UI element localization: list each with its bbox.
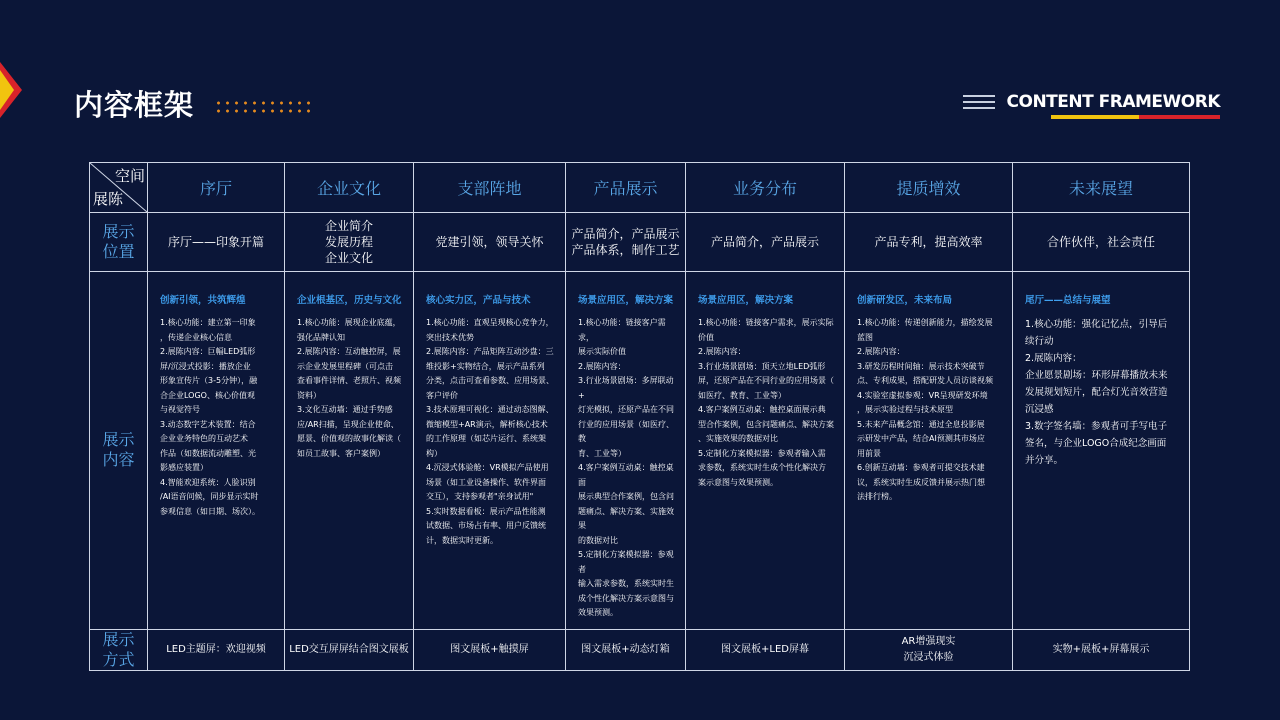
- content-cell: [686, 272, 845, 630]
- content-title: 场景应用区，解决方案: [578, 295, 674, 306]
- position-cell: 产品简介，产品展示: [686, 213, 845, 272]
- dotted-decoration: [214, 99, 314, 115]
- corner-cell: [90, 163, 148, 213]
- position-cell: 序厅——印象开篇: [148, 213, 285, 272]
- position-cell: 合作伙伴，社会责任: [1013, 213, 1190, 272]
- brand-title: [1007, 92, 1220, 112]
- position-cell: 产品专利，提高效率: [845, 213, 1013, 272]
- row-label-content: 展示 内容: [90, 272, 148, 630]
- page-title: 内容框架: [74, 88, 195, 122]
- content-cell: [566, 272, 686, 630]
- menu-lines-icon: [963, 95, 995, 109]
- content-cell: [148, 272, 285, 630]
- position-cell: 产品简介，产品展示 产品体系，制作工艺: [566, 213, 686, 272]
- content-body: 1.核心功能：传递创新能力，描绘发展 蓝图 2.展陈内容： 3.研发历程时间轴：展示技术突破节 点、专利成果，搭配研发人员访谈视频 4.实验室虚拟参观：VR呈现研发环境 ，展示实验过程与技术原型 5.未来产品概念馆：通过全息投影展 示研发中产品，结合AI预测其市场应 用前景 6.创新互动墙：参观者可提交技术建 议，系统实时生成反馈并展示热门想 法排行榜。: [857, 318, 993, 501]
- content-body: 1.核心功能：强化记忆点，引导后 续行动 2.展陈内容： 企业愿景剧场：环形屏幕播放未来 发展规划短片，配合灯光音效营造 沉浸感 3.数字签名墙：参观者可手写电子 签名，与企业LOGO合成纪念画面 并分享。: [1025, 319, 1168, 466]
- column-header: 产品展示: [566, 163, 686, 213]
- row-label-method: 展示 方式: [90, 629, 148, 670]
- column-header: 提质增效: [845, 163, 1013, 213]
- header-row: [90, 163, 1190, 213]
- column-header: 企业文化: [285, 163, 414, 213]
- method-cell: LED交互屏屏结合图文展板: [285, 629, 414, 670]
- column-header: 支部阵地: [414, 163, 566, 213]
- content-title: 尾厅——总结与展望: [1025, 295, 1111, 306]
- content-framework-table: [89, 162, 1190, 671]
- method-cell: 图文展板+触摸屏: [414, 629, 566, 670]
- method-cell: AR增强现实 沉浸式体验: [845, 629, 1013, 670]
- brand-block: [963, 92, 1220, 112]
- method-cell: LED主题屏：欢迎视频: [148, 629, 285, 670]
- method-cell: 实物+展板+屏幕展示: [1013, 629, 1190, 670]
- content-cell: [414, 272, 566, 630]
- brand-underline: [1051, 115, 1220, 119]
- content-row: [90, 272, 1190, 630]
- content-title: 核心实力区，产品与技术: [426, 295, 531, 306]
- content-cell: [285, 272, 414, 630]
- column-header: 业务分布: [686, 163, 845, 213]
- corner-accent-icon: [0, 62, 22, 124]
- corner-top-label: 空间: [114, 167, 145, 185]
- content-body: 1.核心功能：展现企业底蕴， 强化品牌认知 2.展陈内容：互动触控屏，展 示企业发展里程碑（可点击 查看事件详情、老照片、视频 资料） 3.文化互动墙：通过手势感 应/AR扫描，呈现企业使命、 愿景、价值观的故事化解读（ 如员工故事、客户案例）: [297, 318, 401, 458]
- content-cell: [1013, 272, 1190, 630]
- row-label-position: 展示 位置: [90, 213, 148, 272]
- corner-bottom-label: 展陈: [93, 190, 124, 208]
- content-cell: [845, 272, 1013, 630]
- column-header: 未来展望: [1013, 163, 1190, 213]
- method-row: [90, 629, 1190, 670]
- content-body: 1.核心功能：链接客户需求， 展示实际价值 2.展陈内容： 3.行业场景剧场：多屏联动+ 灯光模拟，还原产品在不同 行业的应用场景（如医疗、教 育、工业等） 4.客户案例互动桌：触控桌面 展示典型合作案例，包含问 题痛点、解决方案、实施效果 的数据对比 5.定制化方案模拟器：参观者 输入需求参数，系统实时生 成个性化解决方案示意图与 效果预测。: [578, 318, 674, 617]
- content-body: 1.核心功能：直观呈现核心竞争力， 突出技术优势 2.展陈内容：产品矩阵互动沙盘：三 维投影+实物结合，展示产品系列 分类，点击可查看参数、应用场景、 客户评价 3.技术原理可视化：通过动态图解、 微缩模型+AR演示，解析核心技术 的工作原理（如芯片运行、系统架 构） 4.沉浸式体验舱：VR模拟产品使用 场景（如工业设备操作、软件界面 交互），支持参观者"亲身试用" 5.实时数据看板：展示产品性能测 试数据、市场占有率、用户反馈统 计，数据实时更新。: [426, 318, 554, 545]
- content-title: 创新研发区，未来布局: [857, 295, 953, 306]
- position-cell: 党建引领，领导关怀: [414, 213, 566, 272]
- content-body: 1.核心功能：链接客户需求，展示实际 价值 2.展陈内容： 3.行业场景剧场：顶天立地LED弧形 屏，还原产品在不同行业的应用场景（ 如医疗、教育、工业等） 4.客户案例互动桌：触控桌面展示典 型合作案例，包含问题痛点、解决方案 、实施效果的数据对比 5.定制化方案模拟器：参观者输入需 求参数，系统实时生成个性化解决方 案示意图与效果预测。: [698, 318, 834, 487]
- position-cell: 企业简介 发展历程 企业文化: [285, 213, 414, 272]
- column-header: 序厅: [148, 163, 285, 213]
- brand-text: CONTENT FRAMEWORK: [1006, 92, 1220, 112]
- position-row: [90, 213, 1190, 272]
- method-cell: 图文展板+LED屏幕: [686, 629, 845, 670]
- content-title: 创新引领，共筑辉煌: [160, 295, 246, 306]
- content-title: 场景应用区，解决方案: [698, 295, 794, 306]
- content-title: 企业根基区，历史与文化: [297, 295, 402, 306]
- content-body: 1.核心功能：建立第一印象 ，传递企业核心信息 2.展陈内容：巨幅LED弧形 屏/沉浸式投影：播放企业 形象宣传片（3-5分钟），融 合企业LOGO、核心价值观 与视觉符号 3.动态数字艺术装置：结合 企业业务特色的互动艺术 作品（如数据流动雕塑、光 影感应装置） 4.智能欢迎系统：人脸识别 /AI语音问候，同步显示实时 参观信息（如日期、场次）。: [160, 318, 260, 516]
- method-cell: 图文展板+动态灯箱: [566, 629, 686, 670]
